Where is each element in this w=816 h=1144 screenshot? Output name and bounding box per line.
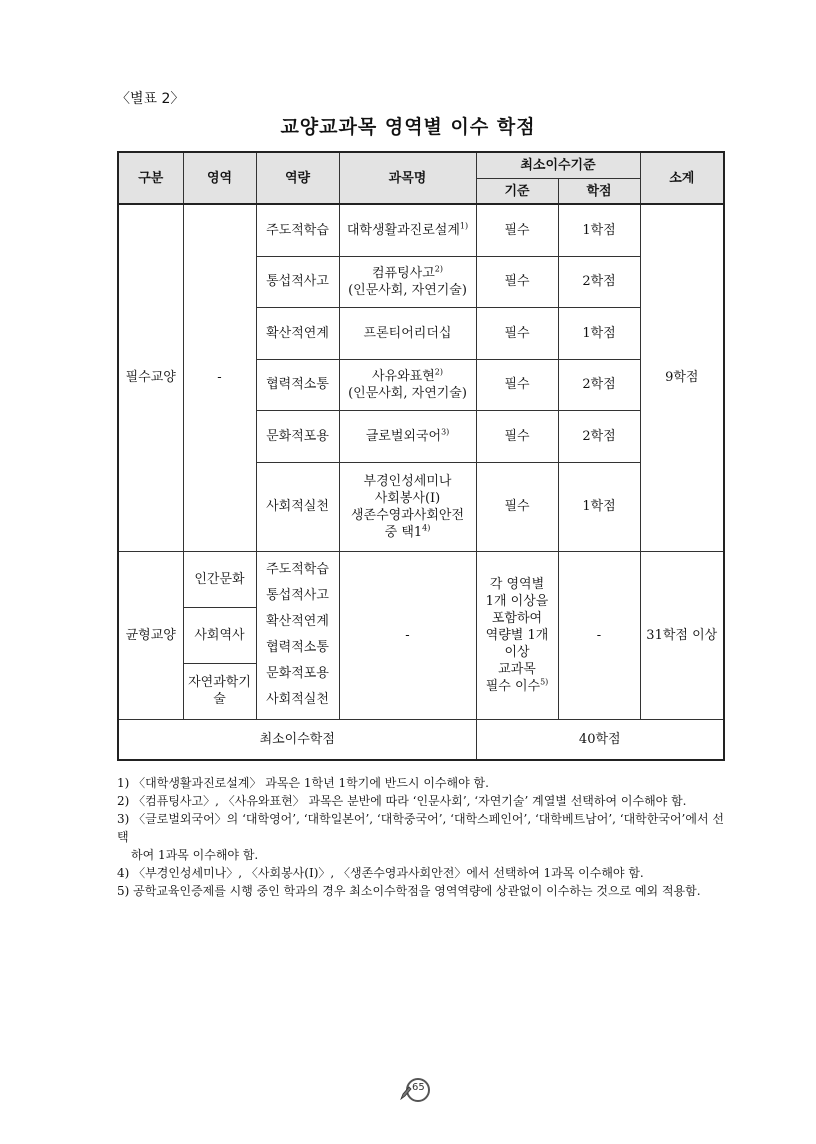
credits-cell: 1학점 xyxy=(558,307,640,359)
balanced-area-cell: 사회역사 xyxy=(183,607,256,663)
credits-cell: 2학점 xyxy=(558,359,640,410)
competency-cell: 통섭적사고 xyxy=(256,256,339,307)
footnote: 1) 〈대학생활과진로설계〉 과목은 1학년 1학기에 반드시 이수해야 함. xyxy=(117,776,489,790)
balanced-area-cell: 자연과학기술 xyxy=(183,663,256,719)
total-label: 최소이수학점 xyxy=(118,719,476,760)
page-number-badge xyxy=(398,1076,438,1104)
course-cell: 글로벌외국어$^{3)}$ xyxy=(339,410,476,462)
required-category: 필수교양 xyxy=(118,204,183,551)
table-label: 〈별표 2〉 xyxy=(116,91,185,107)
standard-cell: 필수 xyxy=(476,410,558,462)
header-min-criteria: 최소이수기준 xyxy=(476,152,640,179)
table-row xyxy=(118,719,724,760)
header-category: 구분 xyxy=(118,152,183,204)
credits-cell: 2학점 xyxy=(558,410,640,462)
balanced-area-cell: 인간문화 xyxy=(183,551,256,607)
competency-cell: 사회적실천 xyxy=(256,462,339,551)
footnotes xyxy=(117,774,727,900)
header-standard: 기준 xyxy=(476,179,558,205)
footnote: 3) 〈글로벌외국어〉의 ‘대학영어’, ‘대학일본어’, ‘대학중국어’, ‘대학스페인어’, ‘대학베트남어’, ‘대학한국어’에서 선택 xyxy=(117,812,724,844)
standard-cell: 필수 xyxy=(476,359,558,410)
course-cell: 프론티어리더십 xyxy=(339,307,476,359)
competency-cell: 확산적연계 xyxy=(256,307,339,359)
standard-cell: 필수 xyxy=(476,307,558,359)
credits-cell: 2학점 xyxy=(558,256,640,307)
page-number: 65 xyxy=(412,1082,425,1093)
balanced-subtotal: 31학점 이상 xyxy=(640,551,724,719)
balanced-credits: - xyxy=(558,551,640,719)
standard-cell: 필수 xyxy=(476,256,558,307)
balanced-course: - xyxy=(339,551,476,719)
total-value: 40학점 xyxy=(476,719,724,760)
header-area: 영역 xyxy=(183,152,256,204)
balanced-competencies: 주도적학습 통섭적사고 확산적연계 협력적소통 문화적포용 사회적실천 xyxy=(256,551,339,719)
standard-cell: 필수 xyxy=(476,204,558,256)
standard-cell: 필수 xyxy=(476,462,558,551)
balanced-standard: 각 영역별 1개 이상을 포함하여 역량별 1개 이상 교과목 필수 이수$^{5)}$ xyxy=(476,551,558,719)
course-cell: 대학생활과진로설계$^{1)}$ xyxy=(339,204,476,256)
footnote: 4) 〈부경인성세미나〉, 〈사회봉사(Ⅰ)〉, 〈생존수영과사회안전〉에서 선택하여 1과목 이수해야 함. xyxy=(117,866,644,880)
footnote: 5) 공학교육인증제를 시행 중인 학과의 경우 최소이수학점을 영역역량에 상관없이 이수하는 것으로 예외 적용함. xyxy=(117,884,701,898)
header-competency: 역량 xyxy=(256,152,339,204)
competency-cell: 문화적포용 xyxy=(256,410,339,462)
competency-cell: 협력적소통 xyxy=(256,359,339,410)
pencil-icon xyxy=(400,1086,412,1100)
course-cell: 사유와표현$^{2)}$ (인문사회, 자연기술) xyxy=(339,359,476,410)
credits-cell: 1학점 xyxy=(558,204,640,256)
page-title: 교양교과목 영역별 이수 학점 xyxy=(280,116,536,138)
course-cell: 컴퓨팅사고$^{2)}$ (인문사회, 자연기술) xyxy=(339,256,476,307)
competency-cell: 주도적학습 xyxy=(256,204,339,256)
balanced-category: 균형교양 xyxy=(118,551,183,719)
required-area: - xyxy=(183,204,256,551)
course-cell: 부경인성세미나 사회봉사(Ⅰ) 생존수영과사회안전 중 택1$^{4)}$ xyxy=(339,462,476,551)
footnote-continuation: 하여 1과목 이수해야 함. xyxy=(131,848,259,862)
credits-table xyxy=(117,151,725,761)
table-row xyxy=(118,204,724,256)
footnote: 2) 〈컴퓨팅사고〉, 〈사유와표현〉 과목은 분반에 따라 ‘인문사회’, ‘자연기술’ 계열별 선택하여 이수해야 함. xyxy=(117,794,687,808)
credits-cell: 1학점 xyxy=(558,462,640,551)
header-course: 과목명 xyxy=(339,152,476,204)
table-row xyxy=(118,551,724,607)
header-credits: 학점 xyxy=(558,179,640,205)
header-subtotal: 소계 xyxy=(640,152,724,204)
required-subtotal: 9학점 xyxy=(640,204,724,551)
